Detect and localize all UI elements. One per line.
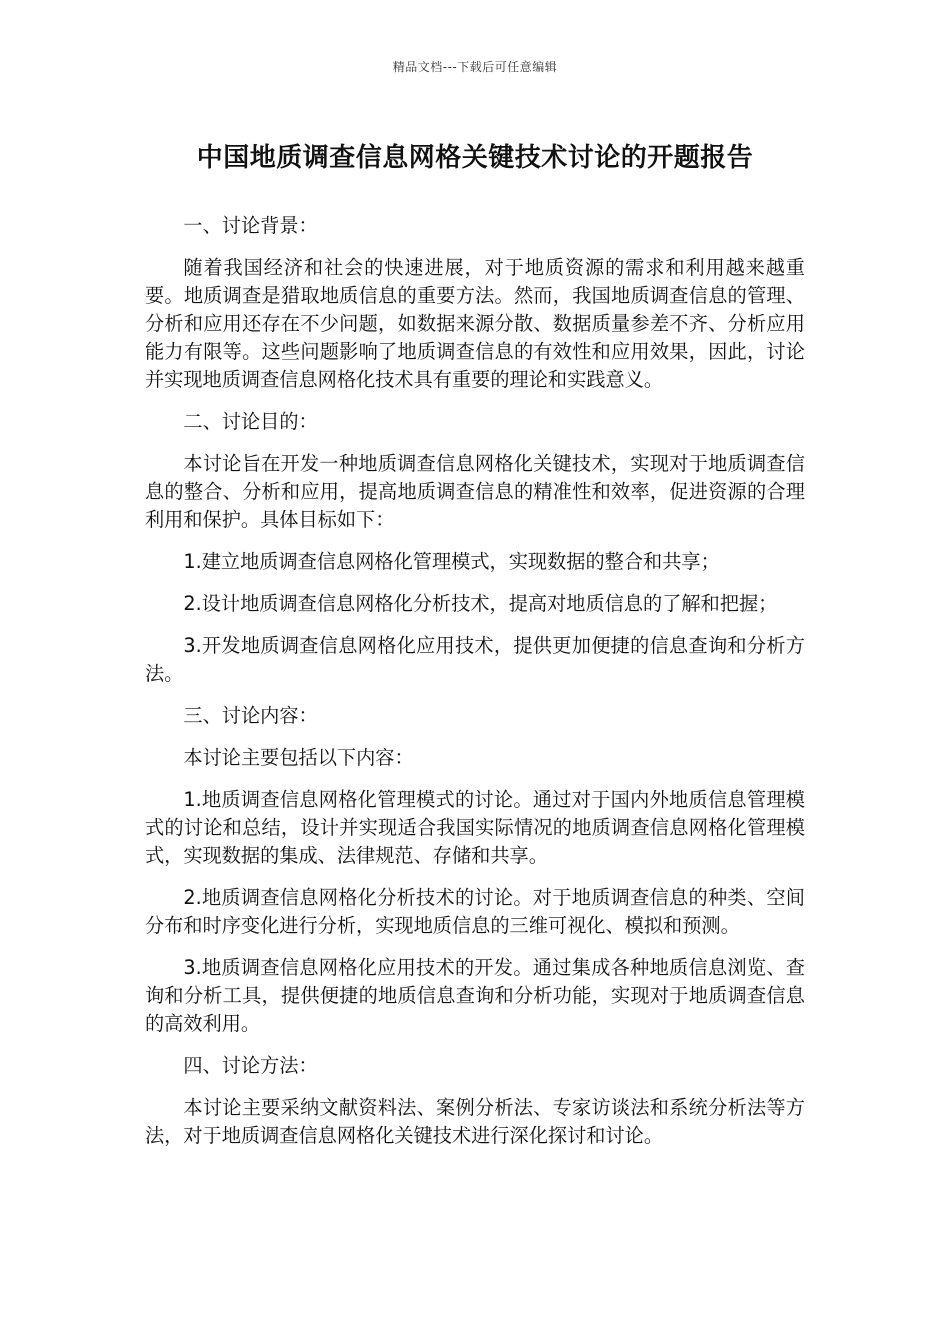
section-heading-purpose: 二、讨论目的： — [183, 410, 318, 433]
list-item-content-1: 1.地质调查信息网格化管理模式的讨论。通过对于国内外地质信息管理模式的讨论和总结，设计并实现适合我国实际情况的地质调查信息网格化管理模式，实现数据的集成、法律规范、存储和共享。 — [145, 788, 805, 867]
page-header: 精品文档---下载后可任意编辑 — [392, 60, 558, 74]
list-item-purpose-1: 1.建立地质调查信息网格化管理模式，实现数据的整合和共享； — [183, 550, 720, 573]
document-title: 中国地质调查信息网格关键技术讨论的开题报告 — [196, 143, 754, 173]
list-item-content-2: 2.地质调查信息网格化分析技术的讨论。对于地质调查信息的种类、空间分布和时序变化进行分析，实现地质信息的三维可视化、模拟和预测。 — [145, 886, 805, 937]
list-item-purpose-3: 3.开发地质调查信息网格化应用技术，提供更加便捷的信息查询和分析方法。 — [145, 634, 805, 685]
section-heading-background: 一、讨论背景： — [183, 214, 318, 237]
paragraph-purpose: 本讨论旨在开发一种地质调查信息网格化关键技术，实现对于地质调查信息的整合、分析和应用，提高地质调查信息的精准性和效率，促进资源的合理利用和保护。具体目标如下： — [145, 452, 805, 531]
list-item-content-3: 3.地质调查信息网格化应用技术的开发。通过集成各种地质信息浏览、查询和分析工具，提供便捷的地质信息查询和分析功能，实现对于地质调查信息的高效利用。 — [145, 956, 805, 1035]
list-item-purpose-2: 2.设计地质调查信息网格化分析技术，提高对地质信息的了解和把握； — [183, 592, 778, 615]
document-body — [145, 212, 805, 1164]
paragraph-background: 随着我国经济和社会的快速进展，对于地质资源的需求和利用越来越重要。地质调查是猎取地质信息的重要方法。然而，我国地质调查信息的管理、分析和应用还存在不少问题，如数据来源分散、数据质量参差不齐、分析应用能力有限等。这些问题影响了地质调查信息的有效性和应用效果，因此，讨论并实现地质调查信息网格化技术具有重要的理论和实践意义。 — [145, 256, 805, 391]
section-heading-content: 三、讨论内容： — [183, 704, 318, 727]
paragraph-method: 本讨论主要采纳文献资料法、案例分析法、专家访谈法和系统分析法等方法，对于地质调查信息网格化关键技术进行深化探讨和讨论。 — [145, 1096, 805, 1147]
section-heading-method: 四、讨论方法： — [183, 1054, 318, 1077]
paragraph-content-intro: 本讨论主要包括以下内容： — [183, 746, 414, 769]
